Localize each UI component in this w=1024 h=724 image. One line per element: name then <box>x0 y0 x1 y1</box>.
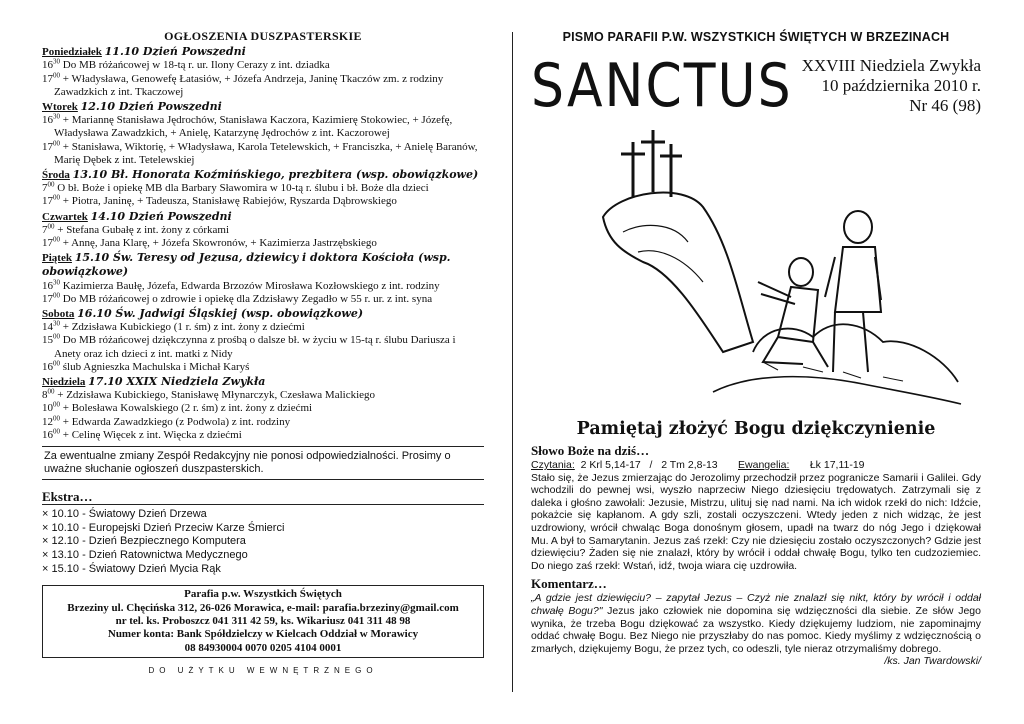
mass-entry <box>42 195 484 208</box>
mass-minute: 00 <box>47 222 55 231</box>
mass-intention: + Zdzisława Kubickiego, Stanisławę Młynarczyk, Czesława Malickiego <box>57 389 376 402</box>
mass-hour: 12 <box>42 415 53 428</box>
day-name: Wtorek <box>42 101 78 114</box>
ekstra-title: Ekstra… <box>42 490 484 505</box>
ekstra-item: × 10.10 - Światowy Dzień Drzewa <box>42 508 207 521</box>
mass-intention: ślub Agnieszka Machulska i Michał Karyś <box>62 360 250 373</box>
mass-hour: 17 <box>42 237 53 250</box>
mass-intention: + Bolesława Kowalskiego (2 r. śm) z int. żony z dziećmi <box>62 402 313 415</box>
day-name: Środa <box>42 169 70 182</box>
mass-intention: + Piotra, Janinę, + Tadeusza, Stanisławę Rabiejów, Ryszarda Dąbrowskiego <box>62 195 397 208</box>
mass-minute: 00 <box>53 138 60 147</box>
mass-minute: 00 <box>47 387 55 396</box>
mass-hour: 15 <box>42 334 53 347</box>
mass-entry <box>42 389 484 402</box>
parish-account-label: Numer konta: Bank Spółdzielczy w Kielcach Oddział w Morawicy <box>107 628 419 641</box>
mass-entry <box>42 334 484 360</box>
mass-hour: 16 <box>42 279 53 292</box>
mass-minute: 00 <box>53 359 60 368</box>
issue-info <box>802 56 981 116</box>
parish-phones: nr tel. ks. Proboszcz 041 311 42 59, ks. Wikariusz 041 311 48 98 <box>115 615 411 628</box>
mass-hour: 16 <box>42 360 53 373</box>
mass-hour: 10 <box>42 402 53 415</box>
mass-intention: Do MB różańcowej dziękczynna z prośbą o dalsze bł. w życiu w 15-tą r. ślubu Dariusza i Anety oraz ich dzieci z int. matki z Nidy <box>54 334 456 360</box>
mass-entry <box>42 416 484 429</box>
mass-intention: O bł. Boże i opiekę MB dla Barbary Sławomira w 10-tą r. ślubu i bł. Boże dla dzieci <box>57 182 429 195</box>
mass-intention: Do MB różańcowej w 18-tą r. ur. Ilony Cerazy z int. dziadka <box>62 59 330 72</box>
mass-entry <box>42 402 484 415</box>
mass-entry <box>42 182 484 195</box>
mass-minute: 30 <box>53 112 60 121</box>
mass-minute: 00 <box>53 70 60 79</box>
reading-2: 2 Tm 2,8-13 <box>661 459 718 471</box>
mass-hour: 17 <box>42 140 53 153</box>
mass-hour: 7 <box>42 182 48 195</box>
day-header <box>42 251 484 279</box>
mass-minute: 30 <box>53 278 60 286</box>
ekstra-list <box>42 508 484 576</box>
mass-hour: 16 <box>42 114 53 127</box>
crosses-icon <box>621 130 682 197</box>
day-header <box>42 210 484 224</box>
issue-number: Nr 46 (98) <box>909 96 981 115</box>
mass-minute: 00 <box>53 235 60 244</box>
mass-entry <box>42 59 484 72</box>
readings-line <box>531 459 981 472</box>
comment-body <box>531 592 981 668</box>
parish-name: Parafia p.w. Wszystkich Świętych <box>184 588 342 601</box>
mass-intention: Do MB różańcowej o zdrowie i opiekę dla Zdzisławy Zegadło w 55 r. ur. z int. syna <box>62 292 433 305</box>
parish-info-box <box>42 585 484 658</box>
mass-hour: 17 <box>42 195 53 208</box>
word-title: Słowo Boże na dziś… <box>531 443 650 458</box>
mass-minute: 00 <box>53 414 60 423</box>
comment-quote: „A gdzie jest dziewięciu? – zapytał Jezus – Czyż nie znalazł się nikt, który by wrócił i oddał chwałę Bogu?" <box>531 592 981 617</box>
kneeling-figure-icon <box>758 258 828 367</box>
mass-hour: 17 <box>42 72 53 85</box>
mass-hour: 8 <box>42 389 48 402</box>
reading-1: 2 Krl 5,14-17 <box>580 459 641 471</box>
mass-minute: 30 <box>53 57 60 66</box>
mass-minute: 00 <box>53 193 60 202</box>
announcements-title: OGŁOSZENIA DUSZPASTERSKIE <box>164 29 362 43</box>
mass-entry <box>42 280 484 293</box>
issue-date: 10 października 2010 r. <box>821 76 981 95</box>
mass-minute: 00 <box>53 400 60 409</box>
main-headline: Pamiętaj złożyć Bogu dziękczynienie <box>576 419 936 439</box>
announcements-column <box>42 30 484 678</box>
sanctus-logo: SANCTUS <box>531 52 793 121</box>
day-title: 14.10 Dzień Powszedni <box>90 209 232 223</box>
paper-header: PISMO PARAFII P.W. WSZYSTKICH ŚWIĘTYCH W BRZEZINACH <box>562 30 950 44</box>
mass-intention: + Zdzisława Kubickiego (1 r. śm) z int. żony z dziećmi <box>62 321 305 334</box>
day-header <box>42 45 484 59</box>
day-title: 17.10 XXIX Niedziela Zwykła <box>88 375 266 389</box>
day-title: 12.10 Dzień Powszedni <box>80 100 222 114</box>
mass-intention: + Celinę Więcek z int. Więcka z dziećmi <box>62 428 242 441</box>
day-header <box>42 100 484 114</box>
mass-intention: + Stefana Gubałę z int. żony z córkami <box>57 223 230 236</box>
mass-intention: + Stanisława, Wiktorię, + Władysława, Karola Tetelewskich, + Franciszka, + Anielę Baranów, Marię Dębek z int. Tetelewskiej <box>54 140 478 166</box>
day-name: Piątek <box>42 252 72 265</box>
mass-entry <box>42 361 484 374</box>
comment-title: Komentarz… <box>531 576 607 592</box>
mass-entry <box>42 429 484 442</box>
mass-minute: 00 <box>53 427 60 436</box>
mass-minute: 00 <box>53 291 60 300</box>
mass-intention: + Władysława, Genowefę Łatasiów, + Józefa Andrzeja, Janinę Tkaczów zm. z rodziny Zawadzkich z int. Tkaczowej <box>54 72 444 98</box>
mass-intention: + Annę, Jana Klarę, + Józefa Skowronów, + Kazimierza Jastrzębskiego <box>62 237 377 250</box>
issue-sunday: XXVIII Niedziela Zwykła <box>801 56 981 75</box>
parish-address: Brzeziny ul. Chęcińska 312, 26-026 Morawica, e-mail: parafia.brzeziny@gmail.com <box>67 601 459 614</box>
mass-intention: Kazimierza Baułę, Józefa, Edwarda Brzozów Mirosława Kozłowskiego z int. rodziny <box>62 279 440 292</box>
mass-entry <box>42 138 484 167</box>
comment-author: /ks. Jan Twardowski/ <box>884 655 981 668</box>
mass-hour: 16 <box>42 428 53 441</box>
mass-entry <box>42 237 484 250</box>
reading-separator: / <box>649 459 653 471</box>
day-header <box>42 307 484 321</box>
mass-hour: 17 <box>42 292 53 305</box>
mass-minute: 30 <box>53 319 60 328</box>
parish-account-number: 08 84930004 0070 0205 4104 0001 <box>184 641 342 654</box>
editorial-note: Za ewentualne zmiany Zespół Redakcyjny nie ponosi odpowiedzialności. Prosimy o uważne słuchanie ogłoszeń duszpasterskich. <box>42 446 484 480</box>
day-title: 16.10 Św. Jadwigi Śląskiej (wsp. obowiązkowe) <box>77 307 364 321</box>
gospel-label: Ewangelia: <box>738 459 790 471</box>
day-name: Niedziela <box>42 376 86 389</box>
mass-hour: 14 <box>42 321 53 334</box>
mass-entry <box>42 114 484 140</box>
day-title: 15.10 Św. Teresy od Jezusa, dziewicy i doktora Kościoła (wsp. obowiązkowe) <box>42 251 451 279</box>
crosses-and-figures-illustration <box>563 122 963 412</box>
mass-entry <box>42 70 484 99</box>
mass-intention: + Mariannę Stanisława Jędrochów, Stanisława Kaczora, Kazimierę Stokowiec, + Józefę, Władysława Zawadzkich, + Anielę, Katarzynę Jędrochów z int. Kaczorowej <box>54 114 453 140</box>
day-header <box>42 168 484 182</box>
day-title: 13.10 Bł. Honorata Koźmińskiego, prezbitera (wsp. obowiązkowe) <box>72 168 479 182</box>
mass-entry <box>42 321 484 334</box>
day-name: Czwartek <box>42 210 88 223</box>
day-header <box>42 375 484 389</box>
front-page-column <box>531 30 981 668</box>
mass-hour: 7 <box>42 223 48 236</box>
ekstra-item: × 13.10 - Dzień Ratownictwa Medycznego <box>42 549 248 562</box>
standing-figure-icon <box>825 211 881 372</box>
announcements-days <box>42 45 484 442</box>
mass-entry <box>42 224 484 237</box>
comment-text: Jezus jako człowiek nie dopomina się wdzięczności dla siebie. Ze słów Jego wynika, że trzeba Bogu dziękować za wszystko. Kiedy dziękujemy ludziom, nie zapominajmy oddać chwałę Bogu. Bez Niego nie przyszłaby do nas pomoc. Kiedy myślimy z wdzięcznością o zmarłych, dziękujemy Bogu, że przez tych, co odeszli, tyle nieraz otrzymaliśmy dobrego. <box>531 604 981 655</box>
internal-use-label: DO UŻYTKU WEWNĘTRZNEGO <box>148 666 378 676</box>
day-name: Sobota <box>42 308 75 321</box>
day-title: 11.10 Dzień Powszedni <box>104 45 246 59</box>
page-divider <box>512 32 513 692</box>
mass-intention: + Edwarda Zawadzkiego (z Podwola) z int. rodziny <box>62 415 291 428</box>
ekstra-item: × 12.10 - Dzień Bezpiecznego Komputera <box>42 535 246 548</box>
gospel-ref: Łk 17,11-19 <box>809 459 865 471</box>
ekstra-item: × 15.10 - Światowy Dzień Mycia Rąk <box>42 562 221 575</box>
mass-minute: 00 <box>53 332 60 341</box>
mass-minute: 00 <box>47 180 55 189</box>
mass-hour: 16 <box>42 59 53 72</box>
mass-entry <box>42 293 484 306</box>
readings-label: Czytania: <box>531 459 575 471</box>
masthead <box>531 50 981 120</box>
ekstra-item: × 10.10 - Europejski Dzień Przeciw Karze Śmierci <box>42 521 285 534</box>
day-name: Poniedziałek <box>42 46 102 59</box>
gospel-text: Stało się, że Jezus zmierzając do Jerozolimy przechodził przez pogranicze Samarii i Galilei. Gdy wchodzili do pewnej wsi, wyszło naprzeciw Niego dziesięciu trędowatych. Zatrzymali się z daleka i głośno zawołali: Jezusie, Mistrzu, ulituj się nad nami. Na ich widok rzekł do nich: Idźcie, pokażcie się kapłanom. A gdy szli, zostali oczyszczeni. Wtedy jeden z nich widząc, że jest uzdrowiony, wrócił chwaląc Boga donośnym głosem, upadł na twarz do nóg Jego i dziękował Mu. A był to Samarytanin. Jezus zaś rzekł: Czy nie dziesięciu zostało oczyszczonych? Gdzie jest dziewięciu? Żaden się nie znalazł, który by wrócił i oddał chwałę Bogu, tylko ten cudzoziemiec. Do niego zaś rzekł: Wstań, idź, twoja wiara cię uzdrowiła. <box>531 471 981 572</box>
